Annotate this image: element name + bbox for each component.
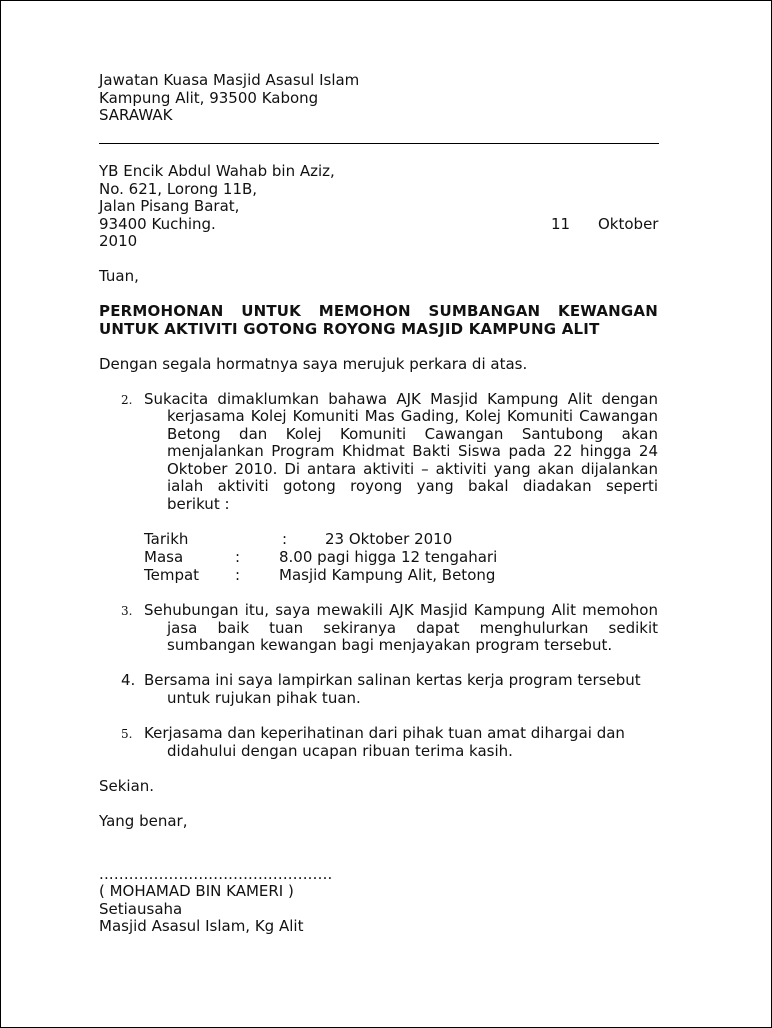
paragraph-3-line: sumbangan kewangan bagi menjayakan program tersebut. xyxy=(167,636,613,654)
sender-line-2: Kampung Alit, 93500 Kabong xyxy=(99,89,319,107)
closing: Sekian. xyxy=(99,777,155,795)
detail-label: Masa xyxy=(144,548,184,566)
recipient-line-2: No. 621, Lorong 11B, xyxy=(99,180,258,198)
paragraph-2-line: ialah aktiviti gotong royong yang bakal diadakan seperti xyxy=(167,477,658,495)
paragraph-2-line: berikut : xyxy=(167,495,230,513)
signature-line: ............................................... xyxy=(99,865,333,883)
paragraph-2-line: Betong dan Kolej Komuniti Cawangan Santubong akan xyxy=(167,425,658,443)
date-month: Oktober xyxy=(598,215,659,233)
paragraph-3-line: jasa baik tuan sekiranya dapat menghulurkan sedikit xyxy=(167,619,658,637)
subject-line-2: UNTUK AKTIVITI GOTONG ROYONG MASJID KAMPUNG ALIT xyxy=(99,320,600,338)
signatory-title: Setiausaha xyxy=(99,900,183,918)
paragraph-number: 4. xyxy=(121,671,136,689)
paragraph-3-line: Sehubungan itu, saya mewakili AJK Masjid Kampung Alit memohon xyxy=(144,601,658,619)
paragraph-4-line: Bersama ini saya lampirkan salinan kertas kerja program tersebut xyxy=(144,671,641,689)
signatory-name: ( MOHAMAD BIN KAMERI ) xyxy=(99,882,294,900)
detail-separator: : xyxy=(282,530,288,548)
signoff: Yang benar, xyxy=(99,812,188,830)
recipient-line-3: Jalan Pisang Barat, xyxy=(99,197,240,215)
salutation: Tuan, xyxy=(99,267,139,285)
paragraph-2-line: Sukacita dimaklumkan bahawa AJK Masjid Kampung Alit dengan xyxy=(144,390,658,408)
detail-value: Masjid Kampung Alit, Betong xyxy=(279,566,496,584)
date-day: 11 xyxy=(551,215,571,233)
signatory-organization: Masjid Asasul Islam, Kg Alit xyxy=(99,917,304,935)
detail-label: Tarikh xyxy=(144,530,189,548)
detail-value: 23 Oktober 2010 xyxy=(325,530,453,548)
paragraph-4-line: untuk rujukan pihak tuan. xyxy=(167,689,361,707)
paragraph-2-line: Oktober 2010. Di antara aktiviti – aktiviti yang akan dijalankan xyxy=(167,460,658,478)
detail-value: 8.00 pagi higga 12 tengahari xyxy=(279,548,498,566)
paragraph-number: 3. xyxy=(121,604,133,618)
sender-line-3: SARAWAK xyxy=(99,106,173,124)
paragraph-5-line: Kerjasama dan keperihatinan dari pihak tuan amat dihargai dan xyxy=(144,724,625,742)
date-year: 2010 xyxy=(99,232,138,250)
detail-separator: : xyxy=(235,566,241,584)
recipient-line-4: 93400 Kuching. xyxy=(99,215,216,233)
reference-line: Dengan segala hormatnya saya merujuk perkara di atas. xyxy=(99,355,528,373)
detail-separator: : xyxy=(235,548,241,566)
paragraph-2-line: menjalankan Program Khidmat Bakti Siswa pada 22 hingga 24 xyxy=(167,442,658,460)
sender-line-1: Jawatan Kuasa Masjid Asasul Islam xyxy=(99,71,360,89)
paragraph-number: 2. xyxy=(121,393,133,407)
recipient-line-1: YB Encik Abdul Wahab bin Aziz, xyxy=(99,162,335,180)
paragraph-number: 5. xyxy=(121,727,133,741)
paragraph-5-line: didahului dengan ucapan ribuan terima kasih. xyxy=(167,742,513,760)
header-divider xyxy=(99,143,659,144)
detail-label: Tempat xyxy=(144,566,200,584)
paragraph-2-line: kerjasama Kolej Komuniti Mas Gading, Kolej Komuniti Cawangan xyxy=(167,407,658,425)
subject-line-1: PERMOHONAN UNTUK MEMOHON SUMBANGAN KEWANGAN xyxy=(99,302,658,320)
